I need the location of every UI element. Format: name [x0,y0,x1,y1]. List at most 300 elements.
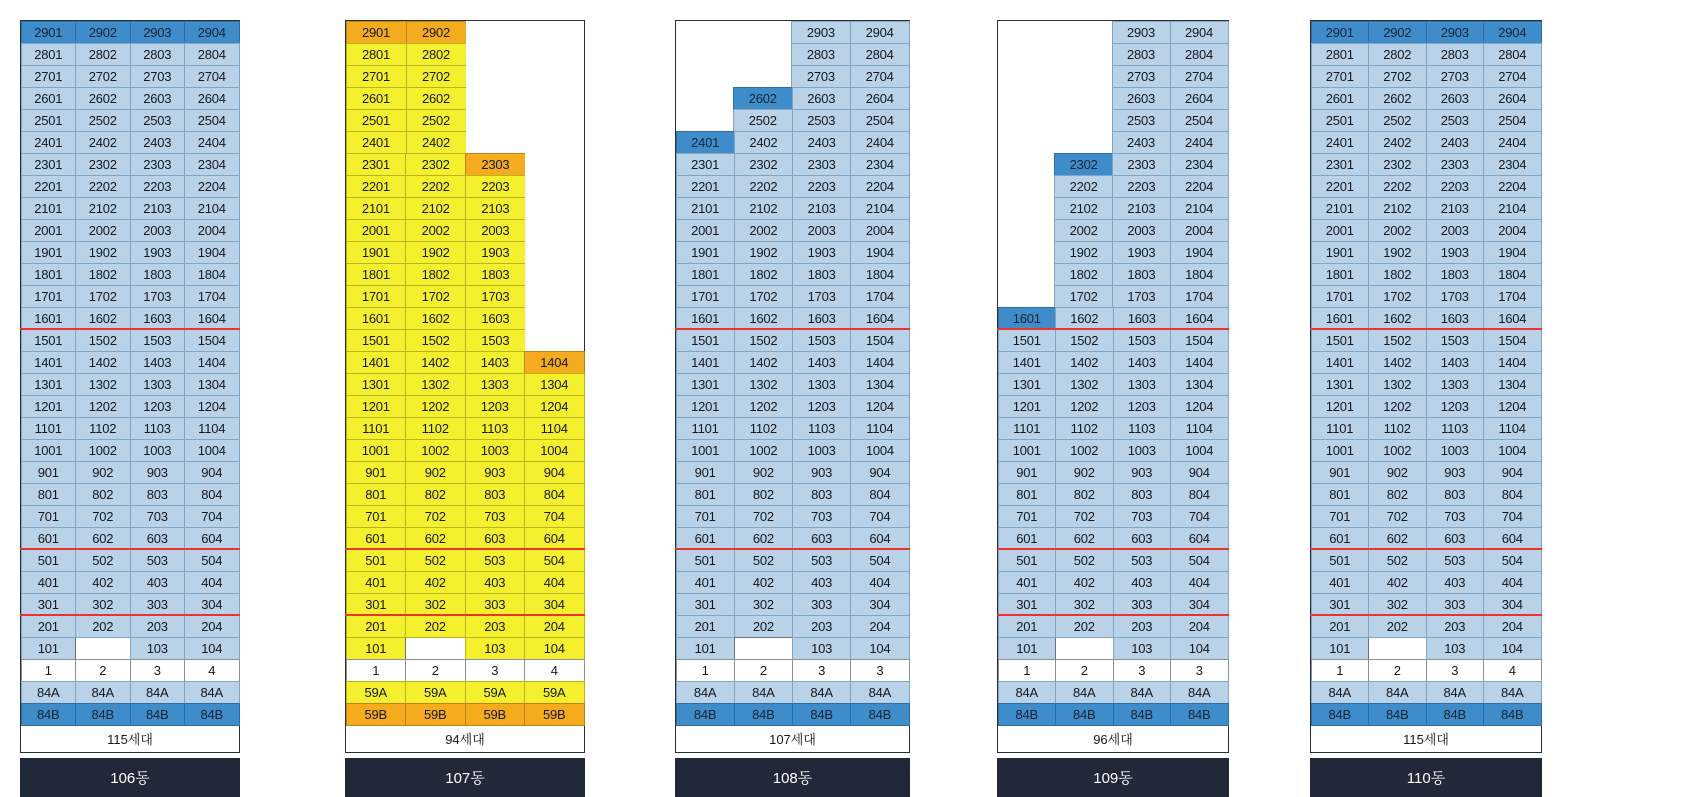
unit-cell[interactable]: 2 [75,659,131,682]
unit-cell[interactable]: 704 [524,505,585,528]
unit-cell[interactable]: 1801 [1311,263,1370,286]
unit-cell[interactable]: 501 [676,549,735,572]
unit-cell[interactable]: 1904 [1483,241,1542,264]
unit-cell[interactable]: 2502 [406,109,467,132]
unit-cell[interactable]: 302 [734,593,793,616]
unit-cell[interactable]: 703 [130,505,186,528]
unit-cell[interactable]: 802 [734,483,793,506]
unit-cell[interactable]: 701 [676,505,735,528]
unit-cell[interactable]: 403 [1113,571,1172,594]
unit-cell[interactable]: 1202 [75,395,131,418]
unit-cell[interactable]: 301 [676,593,735,616]
unit-cell[interactable]: 1003 [465,439,526,462]
unit-cell[interactable]: 2704 [850,65,910,88]
unit-cell[interactable]: 1702 [75,285,131,308]
unit-cell[interactable]: 1201 [676,395,735,418]
unit-cell[interactable]: 2901 [1311,21,1370,44]
unit-cell[interactable]: 84A [850,681,909,704]
unit-cell[interactable]: 2303 [1426,153,1485,176]
unit-cell[interactable]: 2502 [1368,109,1427,132]
unit-cell[interactable]: 2403 [1112,131,1171,154]
unit-cell[interactable]: 402 [405,571,466,594]
unit-cell[interactable]: 1704 [850,285,909,308]
unit-cell[interactable]: 502 [734,549,793,572]
unit-cell[interactable]: 801 [676,483,735,506]
unit-cell[interactable]: 704 [850,505,909,528]
unit-cell[interactable]: 304 [184,593,240,616]
unit-cell[interactable]: 2803 [130,43,186,66]
unit-cell[interactable]: 1502 [405,329,466,352]
unit-cell[interactable]: 1001 [1311,439,1370,462]
unit-cell[interactable]: 901 [676,461,735,484]
unit-cell[interactable]: 2204 [850,175,909,198]
unit-cell[interactable]: 2704 [1170,65,1229,88]
building-name-bar[interactable]: 108동 [675,758,910,797]
unit-cell[interactable]: 601 [676,527,735,550]
unit-cell[interactable]: 1104 [850,417,909,440]
unit-cell[interactable]: 2303 [1112,153,1171,176]
unit-cell[interactable]: 2004 [850,219,909,242]
unit-cell[interactable]: 2101 [346,197,407,220]
unit-cell[interactable]: 1403 [1426,351,1485,374]
unit-cell[interactable]: 1803 [1426,263,1485,286]
unit-cell[interactable]: 1601 [1311,307,1370,330]
unit-cell[interactable]: 2302 [1054,153,1113,176]
unit-cell[interactable]: 1101 [21,417,77,440]
unit-cell[interactable]: 1802 [1054,263,1113,286]
unit-cell[interactable]: 1103 [1113,417,1172,440]
unit-cell[interactable]: 3 [850,659,909,682]
unit-cell[interactable]: 401 [346,571,407,594]
unit-cell[interactable]: 601 [21,527,77,550]
unit-cell[interactable]: 2902 [406,21,467,44]
unit-cell[interactable]: 1603 [1113,307,1172,330]
unit-cell[interactable]: 1604 [850,307,909,330]
unit-cell[interactable]: 401 [676,571,735,594]
unit-cell[interactable]: 203 [465,615,526,638]
unit-cell[interactable]: 2304 [184,153,240,176]
unit-cell[interactable]: 1703 [130,285,186,308]
unit-cell[interactable]: 903 [130,461,186,484]
unit-cell[interactable]: 502 [1055,549,1114,572]
unit-cell[interactable]: 1304 [184,373,240,396]
unit-cell[interactable]: 503 [465,549,526,572]
unit-cell[interactable]: 1602 [734,307,793,330]
unit-cell[interactable]: 2103 [792,197,851,220]
unit-cell[interactable]: 1802 [1368,263,1427,286]
unit-cell[interactable]: 2104 [1170,197,1229,220]
unit-cell[interactable]: 2402 [734,131,793,154]
unit-cell[interactable]: 203 [1426,615,1485,638]
unit-cell[interactable]: 804 [184,483,240,506]
unit-cell[interactable]: 501 [1311,549,1370,572]
unit-cell[interactable]: 1204 [1170,395,1229,418]
unit-cell[interactable]: 603 [792,527,851,550]
unit-cell[interactable]: 1 [676,659,735,682]
unit-cell[interactable]: 903 [465,461,526,484]
unit-cell[interactable]: 1502 [75,329,131,352]
unit-cell[interactable]: 1302 [1368,373,1427,396]
unit-cell[interactable]: 1802 [734,263,793,286]
unit-cell[interactable]: 901 [21,461,77,484]
unit-cell[interactable]: 802 [405,483,466,506]
unit-cell[interactable]: 2004 [1483,219,1542,242]
unit-cell[interactable]: 1402 [734,351,793,374]
unit-cell[interactable]: 404 [850,571,909,594]
unit-cell[interactable]: 1401 [676,351,735,374]
unit-cell[interactable]: 101 [998,637,1057,660]
unit-cell[interactable]: 204 [1483,615,1542,638]
unit-cell[interactable]: 2402 [1368,131,1427,154]
unit-cell[interactable]: 1602 [1368,307,1427,330]
unit-cell[interactable]: 1202 [1055,395,1114,418]
unit-cell[interactable]: 1302 [1055,373,1114,396]
unit-cell[interactable]: 802 [1055,483,1114,506]
unit-cell[interactable]: 2503 [130,109,186,132]
unit-cell[interactable]: 202 [734,615,793,638]
unit-cell[interactable]: 2803 [1426,43,1485,66]
unit-cell[interactable]: 2 [1368,659,1427,682]
unit-cell[interactable]: 2703 [1426,65,1485,88]
unit-cell[interactable]: 2403 [1426,131,1485,154]
unit-cell[interactable]: 2101 [21,197,77,220]
unit-cell[interactable]: 203 [1113,615,1172,638]
unit-cell[interactable]: 2003 [130,219,186,242]
unit-cell[interactable]: 1004 [1170,439,1229,462]
unit-cell[interactable]: 84A [21,681,77,704]
unit-cell[interactable]: 1904 [850,241,909,264]
unit-cell[interactable]: 302 [1368,593,1427,616]
unit-cell[interactable]: 2904 [1170,21,1229,44]
unit-cell[interactable]: 2202 [1368,175,1427,198]
unit-cell[interactable]: 1102 [405,417,466,440]
unit-cell[interactable]: 1103 [792,417,851,440]
unit-cell[interactable]: 101 [21,637,77,660]
unit-cell[interactable]: 1201 [346,395,407,418]
unit-cell[interactable]: 1102 [1055,417,1114,440]
unit-cell[interactable]: 202 [1368,615,1427,638]
unit-cell[interactable]: 1402 [1368,351,1427,374]
unit-cell[interactable]: 1903 [1426,241,1485,264]
unit-cell[interactable]: 1403 [792,351,851,374]
unit-cell[interactable]: 402 [734,571,793,594]
unit-cell[interactable]: 2501 [21,109,77,132]
unit-cell[interactable]: 603 [465,527,526,550]
unit-cell[interactable]: 2604 [1170,87,1229,110]
unit-cell[interactable]: 703 [792,505,851,528]
unit-cell[interactable]: 3 [1113,659,1172,682]
unit-cell[interactable]: 2603 [1426,87,1485,110]
unit-cell[interactable]: 502 [405,549,466,572]
unit-cell[interactable]: 1804 [184,263,240,286]
unit-cell[interactable]: 1701 [676,285,735,308]
unit-cell[interactable]: 904 [524,461,585,484]
unit-cell[interactable]: 2003 [1112,219,1171,242]
unit-cell[interactable]: 903 [792,461,851,484]
unit-cell[interactable]: 404 [524,571,585,594]
unit-cell[interactable]: 2802 [75,43,131,66]
unit-cell[interactable]: 2704 [1483,65,1542,88]
unit-cell[interactable]: 2401 [676,131,735,154]
unit-cell[interactable]: 501 [21,549,77,572]
unit-cell[interactable]: 2303 [130,153,186,176]
unit-cell[interactable]: 1201 [21,395,77,418]
unit-cell[interactable]: 301 [21,593,77,616]
unit-cell[interactable]: 1901 [676,241,735,264]
unit-cell[interactable]: 2804 [1170,43,1229,66]
unit-cell[interactable]: 1002 [1368,439,1427,462]
unit-cell[interactable]: 84B [792,703,851,726]
unit-cell[interactable]: 2301 [1311,153,1370,176]
unit-cell[interactable]: 1603 [465,307,526,330]
unit-cell[interactable]: 2604 [1483,87,1542,110]
unit-cell[interactable]: 2504 [184,109,240,132]
unit-cell[interactable]: 201 [21,615,77,638]
unit-cell[interactable]: 1101 [998,417,1057,440]
unit-cell[interactable]: 2304 [1483,153,1542,176]
unit-cell[interactable]: 1 [998,659,1057,682]
building-name-bar[interactable]: 106동 [20,758,240,797]
unit-cell[interactable]: 704 [1170,505,1229,528]
unit-cell[interactable]: 503 [1113,549,1172,572]
unit-cell[interactable]: 504 [184,549,240,572]
unit-cell[interactable]: 2702 [406,65,467,88]
unit-cell[interactable]: 1004 [184,439,240,462]
unit-cell[interactable]: 84A [75,681,131,704]
unit-cell[interactable]: 2203 [792,175,851,198]
unit-cell[interactable]: 803 [792,483,851,506]
unit-cell[interactable]: 2002 [1368,219,1427,242]
unit-cell[interactable]: 1303 [1113,373,1172,396]
unit-cell[interactable]: 2604 [184,87,240,110]
unit-cell[interactable]: 2604 [850,87,910,110]
unit-cell[interactable]: 2601 [21,87,77,110]
unit-cell[interactable]: 2803 [791,43,851,66]
unit-cell[interactable]: 1302 [734,373,793,396]
unit-cell[interactable]: 1804 [1170,263,1229,286]
unit-cell[interactable]: 2301 [21,153,77,176]
unit-cell[interactable]: 2101 [1311,197,1370,220]
unit-cell[interactable]: 1704 [1483,285,1542,308]
unit-cell[interactable]: 402 [1055,571,1114,594]
unit-cell[interactable]: 1004 [1483,439,1542,462]
unit-cell[interactable]: 2001 [1311,219,1370,242]
unit-cell[interactable]: 1503 [1113,329,1172,352]
unit-cell[interactable]: 2801 [346,43,407,66]
unit-cell[interactable]: 302 [1055,593,1114,616]
unit-cell[interactable]: 1703 [792,285,851,308]
unit-cell[interactable]: 2602 [1368,87,1427,110]
unit-cell[interactable]: 701 [998,505,1057,528]
unit-cell[interactable]: 504 [850,549,909,572]
unit-cell[interactable]: 84B [676,703,735,726]
unit-cell[interactable]: 2003 [465,219,526,242]
unit-cell[interactable]: 1204 [850,395,909,418]
unit-cell[interactable]: 1304 [1170,373,1229,396]
unit-cell[interactable]: 1902 [405,241,466,264]
unit-cell[interactable]: 2204 [184,175,240,198]
unit-cell[interactable]: 703 [1113,505,1172,528]
unit-cell[interactable]: 2103 [130,197,186,220]
unit-cell[interactable]: 204 [524,615,585,638]
unit-cell[interactable]: 2504 [1483,109,1542,132]
unit-cell[interactable]: 1101 [1311,417,1370,440]
unit-cell[interactable]: 1203 [792,395,851,418]
unit-cell[interactable]: 201 [346,615,407,638]
unit-cell[interactable]: 604 [1170,527,1229,550]
unit-cell[interactable]: 901 [1311,461,1370,484]
unit-cell[interactable]: 59A [405,681,466,704]
unit-cell[interactable]: 401 [21,571,77,594]
unit-cell[interactable]: 2103 [465,197,526,220]
unit-cell[interactable]: 1803 [130,263,186,286]
unit-cell[interactable]: 204 [184,615,240,638]
unit-cell[interactable]: 1304 [1483,373,1542,396]
unit-cell[interactable]: 1404 [1483,351,1542,374]
unit-cell[interactable]: 104 [524,637,585,660]
unit-cell[interactable]: 2501 [1311,109,1370,132]
unit-cell[interactable]: 2203 [1426,175,1485,198]
unit-cell[interactable]: 84A [1170,681,1229,704]
unit-cell[interactable]: 203 [792,615,851,638]
unit-cell[interactable]: 2303 [465,153,526,176]
unit-cell[interactable]: 2204 [1483,175,1542,198]
unit-cell[interactable]: 1003 [1426,439,1485,462]
unit-cell[interactable]: 1103 [130,417,186,440]
unit-cell[interactable]: 1903 [465,241,526,264]
unit-cell[interactable]: 2201 [676,175,735,198]
unit-cell[interactable]: 84B [130,703,186,726]
unit-cell[interactable]: 704 [1483,505,1542,528]
unit-cell[interactable]: 2701 [21,65,77,88]
unit-cell[interactable]: 2202 [75,175,131,198]
unit-cell[interactable]: 2 [734,659,793,682]
unit-cell[interactable]: 1101 [346,417,407,440]
unit-cell[interactable]: 84B [184,703,240,726]
unit-cell[interactable]: 403 [465,571,526,594]
unit-cell[interactable]: 2901 [21,21,77,44]
unit-cell[interactable]: 1503 [465,329,526,352]
unit-cell[interactable]: 502 [75,549,131,572]
unit-cell[interactable]: 1902 [734,241,793,264]
unit-cell[interactable]: 1604 [1483,307,1542,330]
unit-cell[interactable]: 1403 [130,351,186,374]
unit-cell[interactable]: 1801 [346,263,407,286]
unit-cell[interactable]: 1303 [792,373,851,396]
unit-cell[interactable]: 84B [998,703,1057,726]
unit-cell[interactable]: 904 [184,461,240,484]
unit-cell[interactable]: 604 [184,527,240,550]
unit-cell[interactable]: 2703 [130,65,186,88]
unit-cell[interactable]: 59B [346,703,407,726]
unit-cell[interactable]: 1401 [21,351,77,374]
unit-cell[interactable]: 1004 [524,439,585,462]
unit-cell[interactable]: 84A [1483,681,1542,704]
unit-cell[interactable]: 1401 [1311,351,1370,374]
unit-cell[interactable]: 503 [792,549,851,572]
unit-cell[interactable]: 1503 [792,329,851,352]
unit-cell[interactable]: 1104 [524,417,585,440]
unit-cell[interactable]: 1804 [850,263,909,286]
unit-cell[interactable]: 803 [1426,483,1485,506]
unit-cell[interactable]: 801 [1311,483,1370,506]
unit-cell[interactable]: 303 [130,593,186,616]
unit-cell[interactable]: 201 [998,615,1057,638]
unit-cell[interactable]: 603 [1426,527,1485,550]
unit-cell[interactable]: 802 [1368,483,1427,506]
unit-cell[interactable]: 1504 [1170,329,1229,352]
unit-cell[interactable]: 1501 [21,329,77,352]
unit-cell[interactable]: 2301 [676,153,735,176]
unit-cell[interactable]: 1401 [346,351,407,374]
unit-cell[interactable]: 2701 [1311,65,1370,88]
unit-cell[interactable]: 1101 [676,417,735,440]
unit-cell[interactable]: 602 [405,527,466,550]
unit-cell[interactable]: 84A [676,681,735,704]
unit-cell[interactable]: 1503 [130,329,186,352]
unit-cell[interactable]: 302 [405,593,466,616]
unit-cell[interactable]: 1604 [184,307,240,330]
unit-cell[interactable]: 801 [998,483,1057,506]
unit-cell[interactable]: 602 [1055,527,1114,550]
unit-cell[interactable]: 4 [524,659,585,682]
unit-cell[interactable]: 2004 [1170,219,1229,242]
unit-cell[interactable]: 2102 [734,197,793,220]
unit-cell[interactable]: 84A [184,681,240,704]
unit-cell[interactable]: 2301 [346,153,407,176]
unit-cell[interactable]: 1502 [1368,329,1427,352]
unit-cell[interactable]: 904 [1170,461,1229,484]
unit-cell[interactable]: 2103 [1112,197,1171,220]
unit-cell[interactable]: 2902 [1368,21,1427,44]
unit-cell[interactable]: 504 [524,549,585,572]
unit-cell[interactable]: 2903 [791,21,851,44]
unit-cell[interactable]: 1601 [676,307,735,330]
unit-cell[interactable]: 84B [1426,703,1485,726]
unit-cell[interactable]: 1604 [1170,307,1229,330]
unit-cell[interactable]: 2804 [1483,43,1542,66]
unit-cell[interactable]: 1202 [405,395,466,418]
unit-cell[interactable]: 2801 [21,43,77,66]
unit-cell[interactable]: 1603 [1426,307,1485,330]
unit-cell[interactable]: 84B [850,703,909,726]
unit-cell[interactable]: 602 [75,527,131,550]
unit-cell[interactable]: 104 [184,637,240,660]
unit-cell[interactable]: 2404 [850,131,909,154]
unit-cell[interactable]: 702 [1368,505,1427,528]
unit-cell[interactable]: 402 [75,571,131,594]
unit-cell[interactable]: 59B [465,703,526,726]
unit-cell[interactable]: 1501 [676,329,735,352]
unit-cell[interactable]: 2302 [1368,153,1427,176]
unit-cell[interactable]: 204 [1170,615,1229,638]
unit-cell[interactable]: 804 [850,483,909,506]
unit-cell[interactable]: 304 [850,593,909,616]
unit-cell[interactable]: 803 [1113,483,1172,506]
unit-cell[interactable]: 1203 [1426,395,1485,418]
unit-cell[interactable]: 1703 [1426,285,1485,308]
building-name-bar[interactable]: 107동 [345,758,585,797]
unit-cell[interactable]: 3 [792,659,851,682]
unit-cell[interactable]: 1301 [998,373,1057,396]
unit-cell[interactable]: 2 [405,659,466,682]
unit-cell[interactable]: 1401 [998,351,1057,374]
unit-cell[interactable]: 2203 [130,175,186,198]
unit-cell[interactable]: 1002 [734,439,793,462]
unit-cell[interactable]: 3 [130,659,186,682]
unit-cell[interactable]: 2904 [850,21,910,44]
unit-cell[interactable]: 2102 [405,197,466,220]
